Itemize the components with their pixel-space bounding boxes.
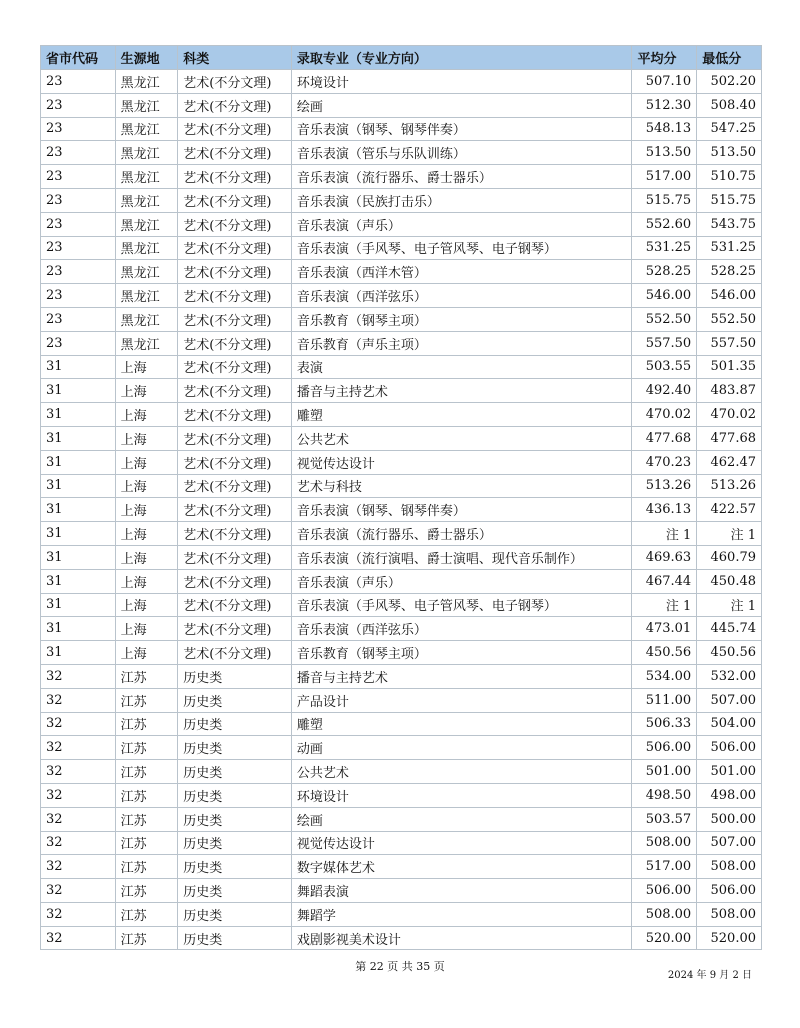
table-row bbox=[41, 355, 762, 379]
cell-min-score: 477.68 bbox=[697, 426, 762, 450]
cell-province-code: 31 bbox=[41, 593, 116, 617]
cell-major: 音乐表演（手风琴、电子管风琴、电子钢琴） bbox=[291, 593, 632, 617]
cell-min-score: 508.00 bbox=[697, 855, 762, 879]
table-row bbox=[41, 236, 762, 260]
cell-origin: 黑龙江 bbox=[115, 284, 178, 308]
cell-category: 艺术(不分文理) bbox=[178, 545, 292, 569]
table-row bbox=[41, 569, 762, 593]
cell-average-score: 511.00 bbox=[632, 688, 697, 712]
cell-origin: 上海 bbox=[115, 379, 178, 403]
cell-province-code: 31 bbox=[41, 641, 116, 665]
cell-average-score: 注 1 bbox=[632, 522, 697, 546]
cell-origin: 江苏 bbox=[115, 783, 178, 807]
cell-category: 艺术(不分文理) bbox=[178, 188, 292, 212]
header-average-score: 平均分 bbox=[632, 46, 697, 70]
cell-category: 艺术(不分文理) bbox=[178, 212, 292, 236]
cell-origin: 黑龙江 bbox=[115, 165, 178, 189]
cell-province-code: 23 bbox=[41, 93, 116, 117]
table-row bbox=[41, 760, 762, 784]
table-row bbox=[41, 498, 762, 522]
cell-average-score: 467.44 bbox=[632, 569, 697, 593]
table-row bbox=[41, 117, 762, 141]
cell-province-code: 32 bbox=[41, 688, 116, 712]
table-row bbox=[41, 712, 762, 736]
cell-origin: 江苏 bbox=[115, 879, 178, 903]
cell-average-score: 513.26 bbox=[632, 474, 697, 498]
cell-min-score: 507.00 bbox=[697, 831, 762, 855]
cell-major: 音乐教育（声乐主项） bbox=[291, 331, 632, 355]
cell-min-score: 513.26 bbox=[697, 474, 762, 498]
cell-major: 环境设计 bbox=[291, 70, 632, 94]
cell-average-score: 506.00 bbox=[632, 879, 697, 903]
cell-origin: 上海 bbox=[115, 450, 178, 474]
cell-category: 历史类 bbox=[178, 902, 292, 926]
cell-min-score: 508.40 bbox=[697, 93, 762, 117]
cell-average-score: 531.25 bbox=[632, 236, 697, 260]
cell-province-code: 31 bbox=[41, 569, 116, 593]
cell-province-code: 32 bbox=[41, 664, 116, 688]
cell-major: 音乐表演（声乐） bbox=[291, 212, 632, 236]
cell-province-code: 23 bbox=[41, 141, 116, 165]
cell-province-code: 32 bbox=[41, 760, 116, 784]
cell-province-code: 23 bbox=[41, 212, 116, 236]
cell-origin: 上海 bbox=[115, 426, 178, 450]
header-category: 科类 bbox=[178, 46, 292, 70]
cell-origin: 江苏 bbox=[115, 902, 178, 926]
cell-min-score: 520.00 bbox=[697, 926, 762, 950]
cell-category: 艺术(不分文理) bbox=[178, 70, 292, 94]
cell-category: 艺术(不分文理) bbox=[178, 379, 292, 403]
cell-origin: 上海 bbox=[115, 617, 178, 641]
cell-province-code: 32 bbox=[41, 807, 116, 831]
cell-min-score: 547.25 bbox=[697, 117, 762, 141]
cell-category: 艺术(不分文理) bbox=[178, 641, 292, 665]
cell-province-code: 23 bbox=[41, 117, 116, 141]
cell-min-score: 422.57 bbox=[697, 498, 762, 522]
table-row bbox=[41, 664, 762, 688]
cell-origin: 江苏 bbox=[115, 688, 178, 712]
table-row bbox=[41, 212, 762, 236]
cell-major: 表演 bbox=[291, 355, 632, 379]
cell-major: 音乐表演（钢琴、钢琴伴奏） bbox=[291, 117, 632, 141]
cell-origin: 上海 bbox=[115, 474, 178, 498]
cell-major: 音乐表演（声乐） bbox=[291, 569, 632, 593]
cell-average-score: 534.00 bbox=[632, 664, 697, 688]
cell-major: 戏剧影视美术设计 bbox=[291, 926, 632, 950]
cell-origin: 黑龙江 bbox=[115, 307, 178, 331]
cell-average-score: 503.55 bbox=[632, 355, 697, 379]
table-row bbox=[41, 93, 762, 117]
header-major: 录取专业（专业方向） bbox=[291, 46, 632, 70]
cell-province-code: 31 bbox=[41, 450, 116, 474]
cell-major: 播音与主持艺术 bbox=[291, 379, 632, 403]
cell-origin: 黑龙江 bbox=[115, 141, 178, 165]
cell-origin: 黑龙江 bbox=[115, 70, 178, 94]
cell-major: 公共艺术 bbox=[291, 760, 632, 784]
cell-province-code: 23 bbox=[41, 284, 116, 308]
cell-category: 艺术(不分文理) bbox=[178, 165, 292, 189]
cell-category: 历史类 bbox=[178, 807, 292, 831]
cell-province-code: 32 bbox=[41, 831, 116, 855]
cell-average-score: 501.00 bbox=[632, 760, 697, 784]
cell-average-score: 548.13 bbox=[632, 117, 697, 141]
cell-major: 数字媒体艺术 bbox=[291, 855, 632, 879]
cell-min-score: 528.25 bbox=[697, 260, 762, 284]
cell-major: 音乐表演（钢琴、钢琴伴奏） bbox=[291, 498, 632, 522]
cell-average-score: 515.75 bbox=[632, 188, 697, 212]
cell-major: 环境设计 bbox=[291, 783, 632, 807]
cell-average-score: 507.10 bbox=[632, 70, 697, 94]
cell-min-score: 450.56 bbox=[697, 641, 762, 665]
cell-province-code: 31 bbox=[41, 498, 116, 522]
cell-average-score: 552.50 bbox=[632, 307, 697, 331]
cell-category: 艺术(不分文理) bbox=[178, 403, 292, 427]
cell-category: 艺术(不分文理) bbox=[178, 307, 292, 331]
table-row bbox=[41, 688, 762, 712]
cell-major: 舞蹈学 bbox=[291, 902, 632, 926]
cell-min-score: 注 1 bbox=[697, 593, 762, 617]
table-row bbox=[41, 879, 762, 903]
cell-category: 艺术(不分文理) bbox=[178, 93, 292, 117]
cell-origin: 江苏 bbox=[115, 712, 178, 736]
cell-average-score: 436.13 bbox=[632, 498, 697, 522]
cell-category: 艺术(不分文理) bbox=[178, 141, 292, 165]
cell-min-score: 513.50 bbox=[697, 141, 762, 165]
cell-origin: 黑龙江 bbox=[115, 212, 178, 236]
cell-min-score: 注 1 bbox=[697, 522, 762, 546]
cell-origin: 上海 bbox=[115, 545, 178, 569]
table-row bbox=[41, 284, 762, 308]
cell-major: 音乐表演（流行器乐、爵士器乐） bbox=[291, 165, 632, 189]
cell-average-score: 469.63 bbox=[632, 545, 697, 569]
cell-min-score: 470.02 bbox=[697, 403, 762, 427]
cell-origin: 江苏 bbox=[115, 664, 178, 688]
cell-province-code: 32 bbox=[41, 902, 116, 926]
cell-major: 音乐表演（管乐与乐队训练） bbox=[291, 141, 632, 165]
cell-origin: 黑龙江 bbox=[115, 93, 178, 117]
cell-min-score: 462.47 bbox=[697, 450, 762, 474]
cell-average-score: 492.40 bbox=[632, 379, 697, 403]
table-row bbox=[41, 450, 762, 474]
cell-category: 历史类 bbox=[178, 831, 292, 855]
cell-origin: 黑龙江 bbox=[115, 260, 178, 284]
cell-major: 音乐表演（手风琴、电子管风琴、电子钢琴） bbox=[291, 236, 632, 260]
cell-category: 艺术(不分文理) bbox=[178, 617, 292, 641]
cell-major: 播音与主持艺术 bbox=[291, 664, 632, 688]
cell-province-code: 23 bbox=[41, 260, 116, 284]
cell-category: 历史类 bbox=[178, 712, 292, 736]
table-row bbox=[41, 902, 762, 926]
cell-average-score: 450.56 bbox=[632, 641, 697, 665]
cell-major: 视觉传达设计 bbox=[291, 831, 632, 855]
cell-category: 艺术(不分文理) bbox=[178, 260, 292, 284]
header-origin: 生源地 bbox=[115, 46, 178, 70]
cell-major: 雕塑 bbox=[291, 712, 632, 736]
cell-min-score: 504.00 bbox=[697, 712, 762, 736]
cell-category: 艺术(不分文理) bbox=[178, 474, 292, 498]
table-row bbox=[41, 593, 762, 617]
cell-origin: 上海 bbox=[115, 569, 178, 593]
cell-major: 音乐表演（流行器乐、爵士器乐） bbox=[291, 522, 632, 546]
cell-province-code: 31 bbox=[41, 355, 116, 379]
cell-province-code: 32 bbox=[41, 783, 116, 807]
cell-province-code: 32 bbox=[41, 712, 116, 736]
cell-province-code: 31 bbox=[41, 403, 116, 427]
cell-average-score: 557.50 bbox=[632, 331, 697, 355]
cell-province-code: 31 bbox=[41, 474, 116, 498]
cell-category: 历史类 bbox=[178, 760, 292, 784]
cell-category: 历史类 bbox=[178, 926, 292, 950]
cell-major: 公共艺术 bbox=[291, 426, 632, 450]
page-number: 第 22 页 共 35 页 bbox=[355, 960, 445, 973]
cell-min-score: 445.74 bbox=[697, 617, 762, 641]
cell-average-score: 546.00 bbox=[632, 284, 697, 308]
cell-category: 艺术(不分文理) bbox=[178, 498, 292, 522]
cell-average-score: 注 1 bbox=[632, 593, 697, 617]
cell-category: 艺术(不分文理) bbox=[178, 426, 292, 450]
cell-average-score: 473.01 bbox=[632, 617, 697, 641]
cell-province-code: 23 bbox=[41, 188, 116, 212]
cell-category: 历史类 bbox=[178, 688, 292, 712]
table-body bbox=[41, 70, 762, 950]
cell-origin: 上海 bbox=[115, 355, 178, 379]
cell-average-score: 517.00 bbox=[632, 855, 697, 879]
cell-category: 历史类 bbox=[178, 664, 292, 688]
table-row bbox=[41, 545, 762, 569]
cell-category: 历史类 bbox=[178, 736, 292, 760]
table-row bbox=[41, 783, 762, 807]
admission-scores-table bbox=[40, 45, 762, 950]
cell-origin: 上海 bbox=[115, 641, 178, 665]
cell-min-score: 500.00 bbox=[697, 807, 762, 831]
header-province-code: 省市代码 bbox=[41, 46, 116, 70]
cell-major: 绘画 bbox=[291, 807, 632, 831]
table-row bbox=[41, 331, 762, 355]
document-date: 2024 年 9 月 2 日 bbox=[667, 970, 752, 981]
cell-province-code: 31 bbox=[41, 617, 116, 641]
table-row bbox=[41, 307, 762, 331]
table-row bbox=[41, 403, 762, 427]
cell-min-score: 507.00 bbox=[697, 688, 762, 712]
cell-average-score: 508.00 bbox=[632, 831, 697, 855]
cell-category: 艺术(不分文理) bbox=[178, 593, 292, 617]
cell-major: 舞蹈表演 bbox=[291, 879, 632, 903]
cell-min-score: 531.25 bbox=[697, 236, 762, 260]
cell-category: 历史类 bbox=[178, 783, 292, 807]
cell-average-score: 508.00 bbox=[632, 902, 697, 926]
cell-origin: 黑龙江 bbox=[115, 117, 178, 141]
cell-min-score: 502.20 bbox=[697, 70, 762, 94]
cell-origin: 上海 bbox=[115, 403, 178, 427]
cell-province-code: 31 bbox=[41, 522, 116, 546]
cell-origin: 上海 bbox=[115, 593, 178, 617]
cell-province-code: 23 bbox=[41, 307, 116, 331]
cell-province-code: 23 bbox=[41, 331, 116, 355]
cell-major: 音乐表演（民族打击乐） bbox=[291, 188, 632, 212]
table-row bbox=[41, 855, 762, 879]
cell-category: 艺术(不分文理) bbox=[178, 355, 292, 379]
cell-min-score: 483.87 bbox=[697, 379, 762, 403]
table-row bbox=[41, 260, 762, 284]
cell-origin: 江苏 bbox=[115, 736, 178, 760]
cell-category: 艺术(不分文理) bbox=[178, 117, 292, 141]
table-row bbox=[41, 617, 762, 641]
cell-province-code: 31 bbox=[41, 426, 116, 450]
table-row bbox=[41, 379, 762, 403]
cell-province-code: 32 bbox=[41, 879, 116, 903]
cell-min-score: 460.79 bbox=[697, 545, 762, 569]
cell-origin: 江苏 bbox=[115, 760, 178, 784]
cell-origin: 江苏 bbox=[115, 855, 178, 879]
table-row bbox=[41, 188, 762, 212]
cell-min-score: 506.00 bbox=[697, 736, 762, 760]
cell-province-code: 32 bbox=[41, 736, 116, 760]
cell-average-score: 506.00 bbox=[632, 736, 697, 760]
cell-origin: 江苏 bbox=[115, 926, 178, 950]
table-row bbox=[41, 831, 762, 855]
cell-province-code: 23 bbox=[41, 165, 116, 189]
cell-min-score: 515.75 bbox=[697, 188, 762, 212]
header-min-score: 最低分 bbox=[697, 46, 762, 70]
table-row bbox=[41, 426, 762, 450]
cell-origin: 上海 bbox=[115, 498, 178, 522]
cell-category: 艺术(不分文理) bbox=[178, 450, 292, 474]
cell-major: 音乐表演（西洋木管） bbox=[291, 260, 632, 284]
cell-average-score: 470.02 bbox=[632, 403, 697, 427]
cell-category: 艺术(不分文理) bbox=[178, 569, 292, 593]
cell-major: 产品设计 bbox=[291, 688, 632, 712]
cell-province-code: 31 bbox=[41, 379, 116, 403]
cell-origin: 上海 bbox=[115, 522, 178, 546]
cell-min-score: 552.50 bbox=[697, 307, 762, 331]
cell-average-score: 517.00 bbox=[632, 165, 697, 189]
cell-min-score: 508.00 bbox=[697, 902, 762, 926]
cell-origin: 江苏 bbox=[115, 831, 178, 855]
cell-major: 视觉传达设计 bbox=[291, 450, 632, 474]
cell-category: 艺术(不分文理) bbox=[178, 236, 292, 260]
cell-major: 雕塑 bbox=[291, 403, 632, 427]
cell-category: 历史类 bbox=[178, 855, 292, 879]
cell-major: 音乐表演（西洋弦乐） bbox=[291, 284, 632, 308]
table-header-row bbox=[41, 46, 762, 70]
cell-province-code: 32 bbox=[41, 926, 116, 950]
table-row bbox=[41, 736, 762, 760]
cell-average-score: 552.60 bbox=[632, 212, 697, 236]
cell-min-score: 501.35 bbox=[697, 355, 762, 379]
cell-min-score: 546.00 bbox=[697, 284, 762, 308]
cell-origin: 黑龙江 bbox=[115, 236, 178, 260]
table-row bbox=[41, 641, 762, 665]
table-row bbox=[41, 926, 762, 950]
cell-major: 音乐教育（钢琴主项） bbox=[291, 307, 632, 331]
cell-average-score: 520.00 bbox=[632, 926, 697, 950]
cell-category: 艺术(不分文理) bbox=[178, 331, 292, 355]
cell-min-score: 510.75 bbox=[697, 165, 762, 189]
cell-major: 艺术与科技 bbox=[291, 474, 632, 498]
cell-province-code: 23 bbox=[41, 70, 116, 94]
cell-category: 历史类 bbox=[178, 879, 292, 903]
cell-average-score: 528.25 bbox=[632, 260, 697, 284]
cell-min-score: 501.00 bbox=[697, 760, 762, 784]
cell-origin: 黑龙江 bbox=[115, 188, 178, 212]
table-row bbox=[41, 165, 762, 189]
cell-average-score: 498.50 bbox=[632, 783, 697, 807]
cell-major: 音乐表演（西洋弦乐） bbox=[291, 617, 632, 641]
cell-min-score: 532.00 bbox=[697, 664, 762, 688]
cell-category: 艺术(不分文理) bbox=[178, 522, 292, 546]
table-row bbox=[41, 522, 762, 546]
table-row bbox=[41, 474, 762, 498]
cell-province-code: 32 bbox=[41, 855, 116, 879]
cell-origin: 江苏 bbox=[115, 807, 178, 831]
cell-major: 音乐表演（流行演唱、爵士演唱、现代音乐制作） bbox=[291, 545, 632, 569]
cell-average-score: 513.50 bbox=[632, 141, 697, 165]
cell-min-score: 506.00 bbox=[697, 879, 762, 903]
cell-average-score: 506.33 bbox=[632, 712, 697, 736]
cell-average-score: 503.57 bbox=[632, 807, 697, 831]
table-row bbox=[41, 70, 762, 94]
cell-average-score: 477.68 bbox=[632, 426, 697, 450]
cell-category: 艺术(不分文理) bbox=[178, 284, 292, 308]
cell-min-score: 498.00 bbox=[697, 783, 762, 807]
cell-province-code: 31 bbox=[41, 545, 116, 569]
cell-origin: 黑龙江 bbox=[115, 331, 178, 355]
cell-min-score: 543.75 bbox=[697, 212, 762, 236]
cell-average-score: 470.23 bbox=[632, 450, 697, 474]
table-row bbox=[41, 141, 762, 165]
cell-min-score: 557.50 bbox=[697, 331, 762, 355]
cell-major: 动画 bbox=[291, 736, 632, 760]
cell-province-code: 23 bbox=[41, 236, 116, 260]
cell-major: 绘画 bbox=[291, 93, 632, 117]
cell-average-score: 512.30 bbox=[632, 93, 697, 117]
cell-min-score: 450.48 bbox=[697, 569, 762, 593]
table-row bbox=[41, 807, 762, 831]
cell-major: 音乐教育（钢琴主项） bbox=[291, 641, 632, 665]
